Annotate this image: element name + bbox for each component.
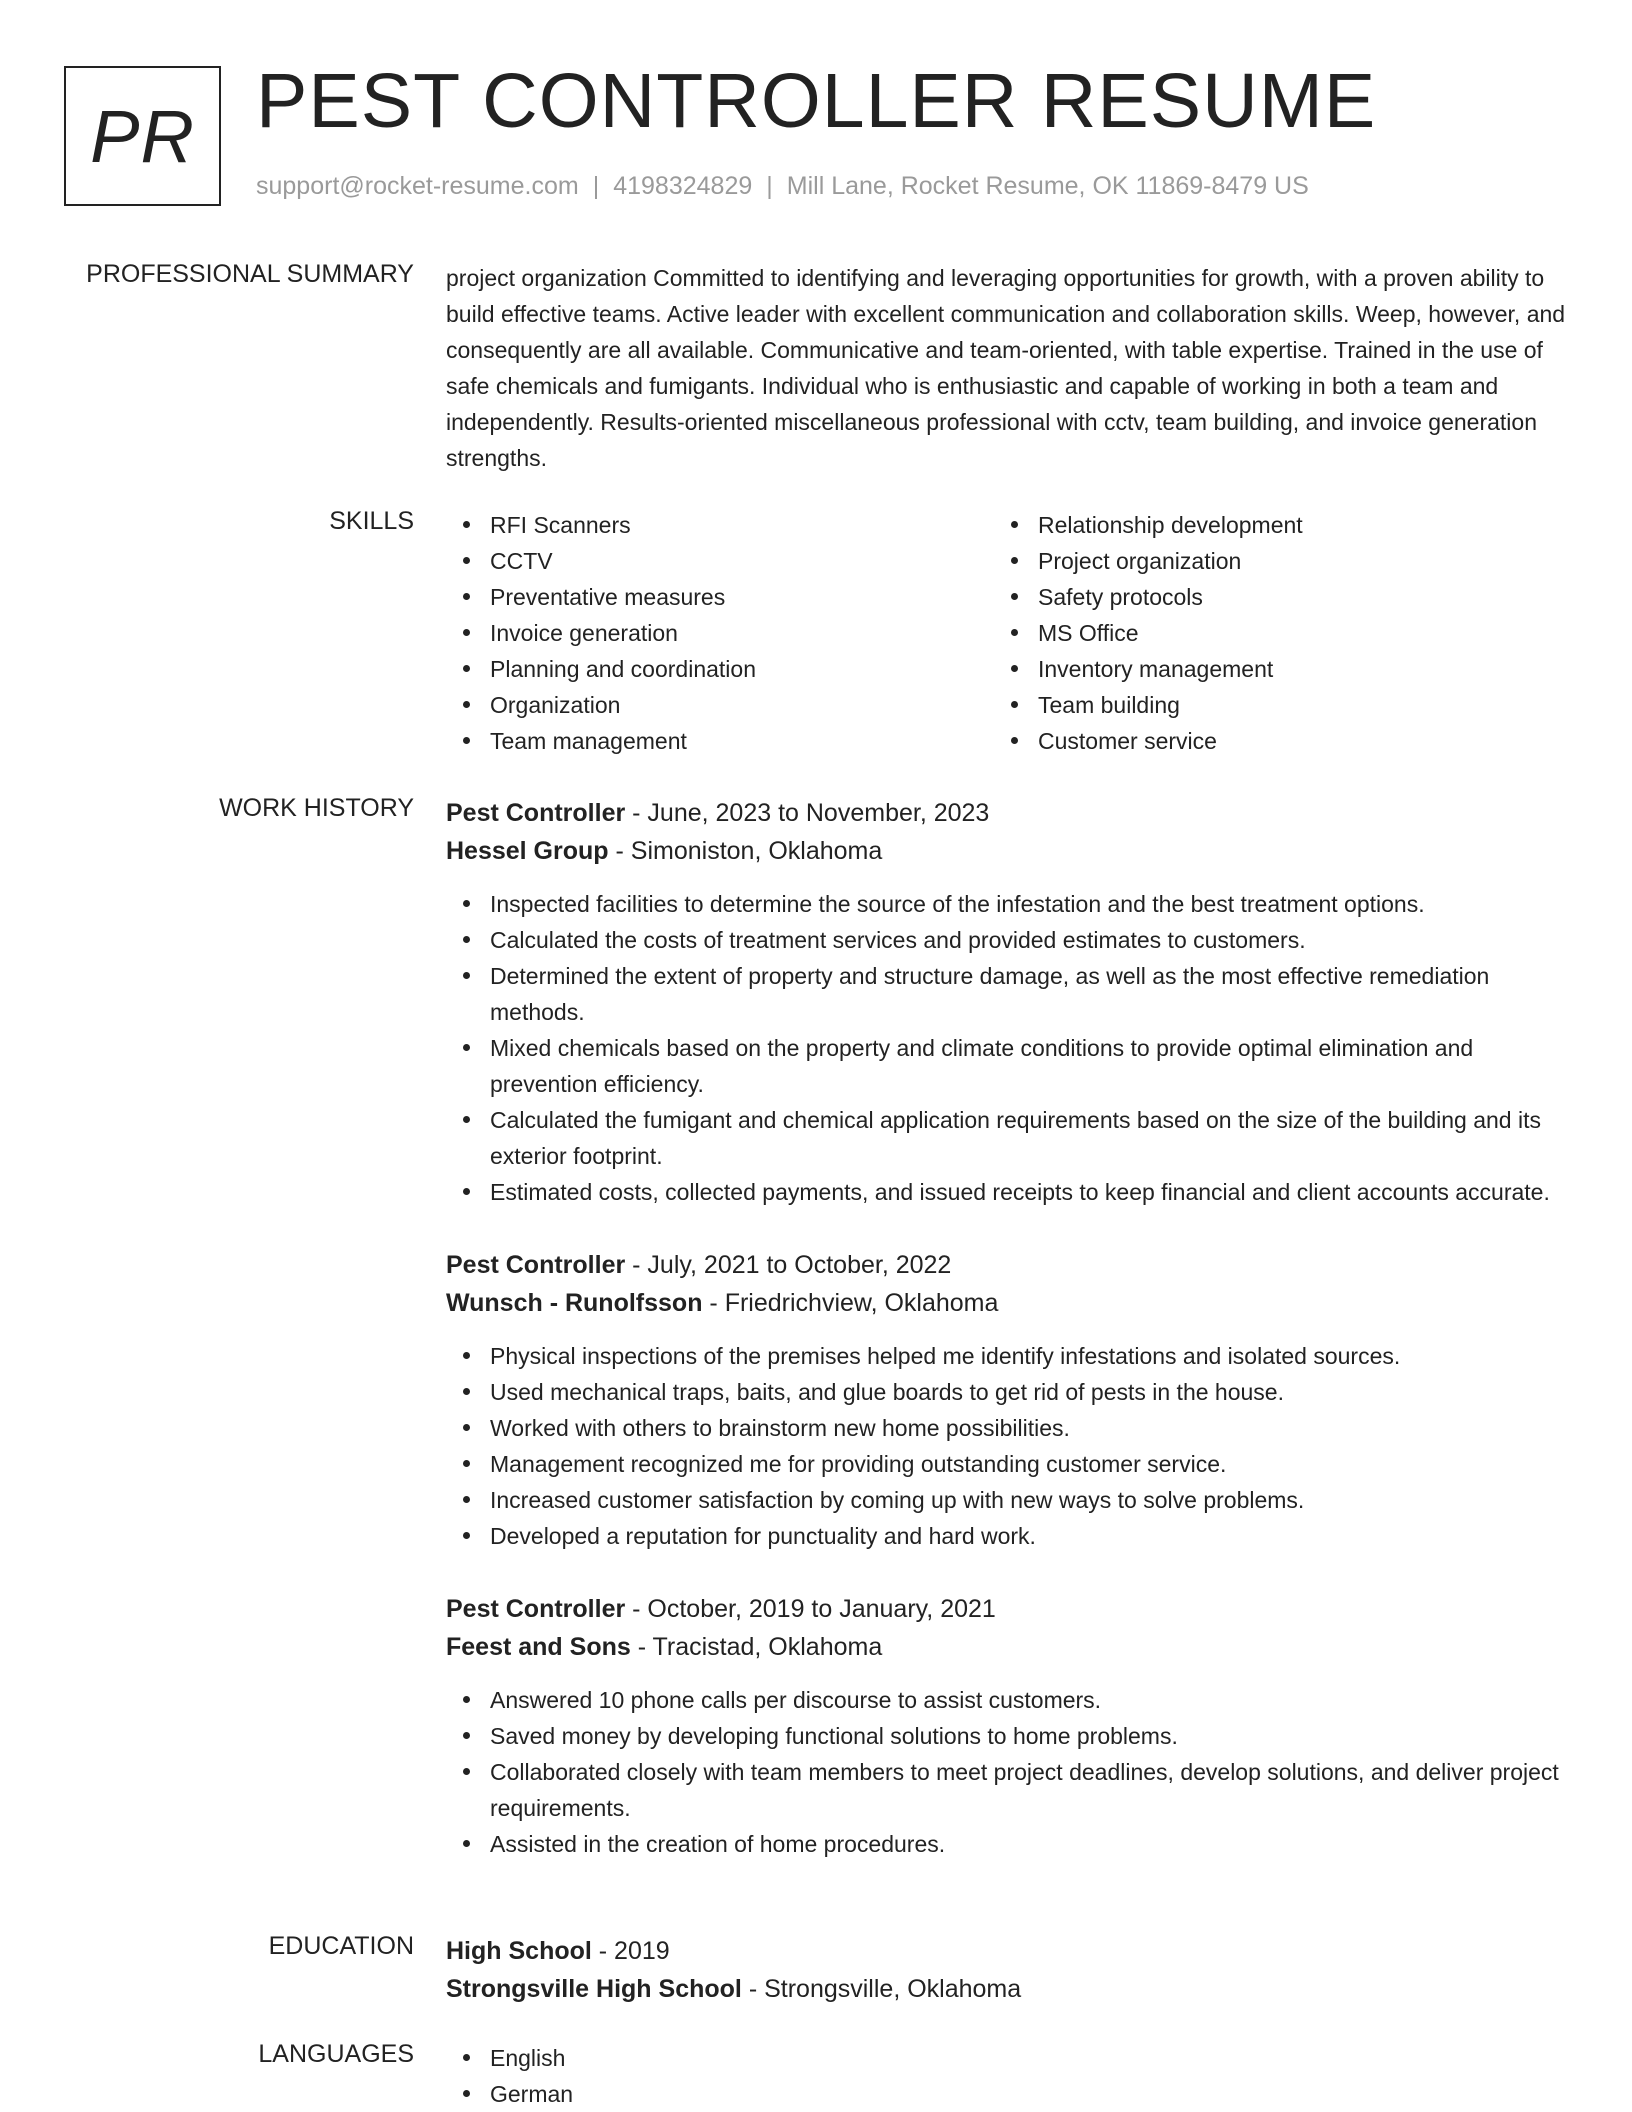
language-item: German [446,2076,1566,2112]
duty-item: Answered 10 phone calls per discourse to assist customers. [446,1682,1566,1718]
education-label: EDUCATION [268,1932,414,1960]
education-school-line [446,1970,1566,2008]
duty-item: Increased customer satisfaction by coming up with new ways to solve problems. [446,1482,1566,1518]
job-dates: - October, 2019 to January, 2021 [625,1595,996,1623]
job-title-line [446,1590,1566,1628]
duty-item: Management recognized me for providing outstanding customer service. [446,1446,1566,1482]
summary-text: project organization Committed to identifying and leveraging opportunities for growth, with a proven ability to build effective teams. Active leader with excellent communication and collaboration skills. Weep, however, and consequently are all available. Communicative and team-oriented, with table expertise. Trained in the use of safe chemicals and fumigants. Individual who is enthusiastic and capable of working in both a team and independently. Results-oriented miscellaneous professional with cctv, team building, and invoice generation strengths. [446,265,1566,471]
languages-list [446,2040,1566,2112]
summary-content [446,260,1566,476]
skill-item: Organization [446,687,994,723]
duty-item: Collaborated closely with team members to meet project deadlines, develop solutions, and deliver project requirements. [446,1754,1566,1826]
resume-title: PEST CONTROLLER RESUME [256,58,1377,144]
job-title: Pest Controller [446,1595,626,1623]
job-duties [446,1682,1566,1862]
job-title-line [446,1246,1566,1284]
duty-item: Physical inspections of the premises helped me identify infestations and isolated sources. [446,1338,1566,1374]
job-title: Pest Controller [446,799,626,827]
contact-email: support@rocket-resume.com [256,172,579,200]
skill-item: CCTV [446,543,994,579]
skill-item: Team management [446,723,994,759]
job-location: - Simoniston, Oklahoma [608,837,883,865]
skill-item: Project organization [994,543,1542,579]
skill-item: Safety protocols [994,579,1542,615]
contact-separator: | [592,172,600,200]
skill-item: Customer service [994,723,1542,759]
skill-item: Preventative measures [446,579,994,615]
skills-list-left [446,507,994,759]
job-entry [446,794,1566,1210]
job-duties [446,1338,1566,1554]
job-company-line [446,1284,1566,1322]
duty-item: Calculated the costs of treatment services and provided estimates to customers. [446,922,1566,958]
job-title-line [446,794,1566,832]
job-title: Pest Controller [446,1251,626,1279]
duty-item: Saved money by developing functional solutions to home problems. [446,1718,1566,1754]
job-company-line [446,1628,1566,1666]
duty-item: Used mechanical traps, baits, and glue boards to get rid of pests in the house. [446,1374,1566,1410]
job-company: Wunsch - Runolfsson [446,1289,703,1317]
monogram-box [64,66,221,206]
language-item: English [446,2040,1566,2076]
education-year: - 2019 [591,1937,670,1965]
skills-lists [446,507,1566,759]
job-location: - Tracistad, Oklahoma [630,1633,883,1661]
job-company: Feest and Sons [446,1633,631,1661]
job-entry [446,1590,1566,1862]
contact-line [256,172,1309,201]
education-degree: High School [446,1937,592,1965]
education-degree-line [446,1932,1566,1970]
education-location: - Strongsville, Oklahoma [741,1975,1022,2003]
work-history-content [446,794,1566,1862]
job-location: - Friedrichview, Oklahoma [702,1289,999,1317]
job-dates: - June, 2023 to November, 2023 [625,799,990,827]
languages-content [446,2040,1566,2112]
job-dates: - July, 2021 to October, 2022 [625,1251,952,1279]
job-company-line [446,832,1566,870]
job-company: Hessel Group [446,837,609,865]
contact-phone: 4198324829 [613,172,753,200]
contact-address: Mill Lane, Rocket Resume, OK 11869-8479 US [786,172,1309,200]
monogram-initials: PR [90,94,195,178]
duty-item: Developed a reputation for punctuality and hard work. [446,1518,1566,1554]
skill-item: Planning and coordination [446,651,994,687]
skill-item: Invoice generation [446,615,994,651]
skill-item: RFI Scanners [446,507,994,543]
skill-item: Inventory management [994,651,1542,687]
duty-item: Inspected facilities to determine the source of the infestation and the best treatment options. [446,886,1566,922]
duty-item: Calculated the fumigant and chemical application requirements based on the size of the building and its exterior footprint. [446,1102,1566,1174]
summary-label: PROFESSIONAL SUMMARY [86,260,414,288]
skill-item: Team building [994,687,1542,723]
education-content [446,1932,1566,2008]
education-school: Strongsville High School [446,1975,742,2003]
duty-item: Estimated costs, collected payments, and issued receipts to keep financial and client accounts accurate. [446,1174,1566,1210]
skills-list-right [994,507,1542,759]
skills-label: SKILLS [329,507,414,535]
work-history-label: WORK HISTORY [219,794,414,822]
duty-item: Assisted in the creation of home procedures. [446,1826,1566,1862]
skill-item: Relationship development [994,507,1542,543]
job-duties [446,886,1566,1210]
job-entry [446,1246,1566,1554]
duty-item: Determined the extent of property and structure damage, as well as the most effective remediation methods. [446,958,1566,1030]
duty-item: Mixed chemicals based on the property and climate conditions to provide optimal elimination and prevention efficiency. [446,1030,1566,1102]
contact-separator: | [766,172,773,200]
languages-label: LANGUAGES [258,2040,414,2068]
duty-item: Worked with others to brainstorm new home possibilities. [446,1410,1566,1446]
skill-item: MS Office [994,615,1542,651]
